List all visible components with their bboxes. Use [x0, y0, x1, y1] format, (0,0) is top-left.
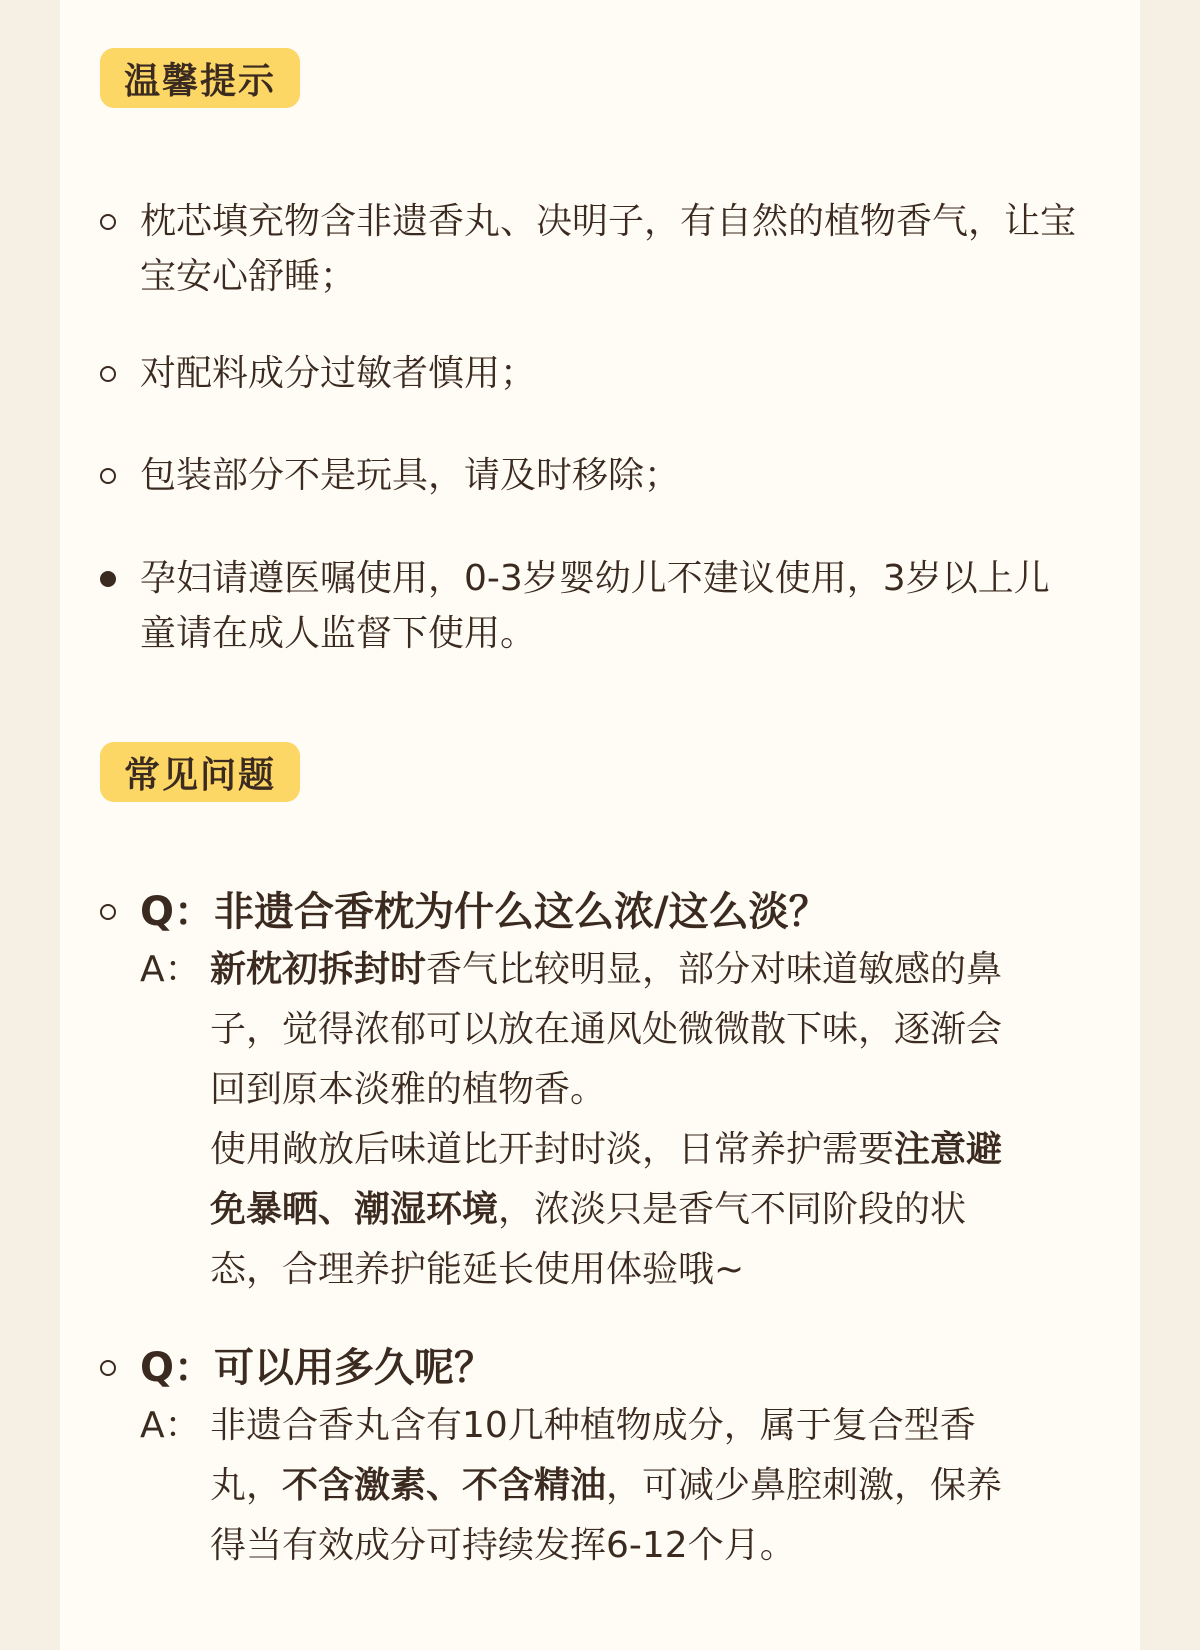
answer-highlight: 新枕初拆封时 [210, 949, 427, 990]
tip-text: 包装部分不是玩具，请及时移除； [140, 455, 681, 496]
tip-text: 枕芯填充物含非遗香丸、决明子，有自然的植物香气，让宝宝安心舒睡； [140, 201, 1077, 297]
hollow-bullet-icon [100, 214, 116, 230]
answer-text: 非遗合香丸含有10几种植物成分，属于复合型香丸， [210, 1405, 976, 1506]
hollow-bullet-icon [100, 366, 116, 382]
faq-answer [210, 1396, 1030, 1576]
answer-text: ，浓淡只是香气不同阶段的状态，合理养护能延长使用体验哦~ [210, 1189, 967, 1290]
faq-question: Q：非遗合香枕为什么这么浓/这么淡？ [140, 889, 829, 935]
answer-text: ，可减少鼻腔刺激，保养得当有效成分可持续发挥6-12个月。 [210, 1465, 1003, 1566]
faq-section-title: 常见问题 [100, 742, 300, 802]
faq-question: Q：可以用多久呢？ [140, 1345, 495, 1391]
content-card [60, 0, 1140, 1650]
faq-answer [210, 940, 1030, 1300]
filled-bullet-icon [100, 571, 116, 587]
answer-text: 香气比较明显，部分对味道敏感的鼻子，觉得浓郁可以放在通风处微微散下味，逐渐会回到原本淡雅的植物香。 [210, 949, 1003, 1110]
hollow-bullet-icon [100, 468, 116, 484]
hollow-bullet-icon [100, 904, 116, 920]
answer-prefix: A： [140, 1405, 201, 1446]
answer-highlight: 不含激素、不含精油 [282, 1465, 607, 1506]
tip-text: 孕妇请遵医嘱使用，0-3岁婴幼儿不建议使用，3岁以上儿童请在成人监督下使用。 [140, 558, 1050, 654]
hollow-bullet-icon [100, 1360, 116, 1376]
answer-prefix: A： [140, 949, 201, 990]
tips-section-title: 温馨提示 [100, 48, 300, 108]
answer-highlight: 注意避免暴晒、潮湿环境 [210, 1129, 1003, 1230]
tip-text: 对配料成分过敏者慎用； [140, 353, 537, 394]
answer-text: 使用敞放后味道比开封时淡，日常养护需要 [210, 1129, 895, 1170]
